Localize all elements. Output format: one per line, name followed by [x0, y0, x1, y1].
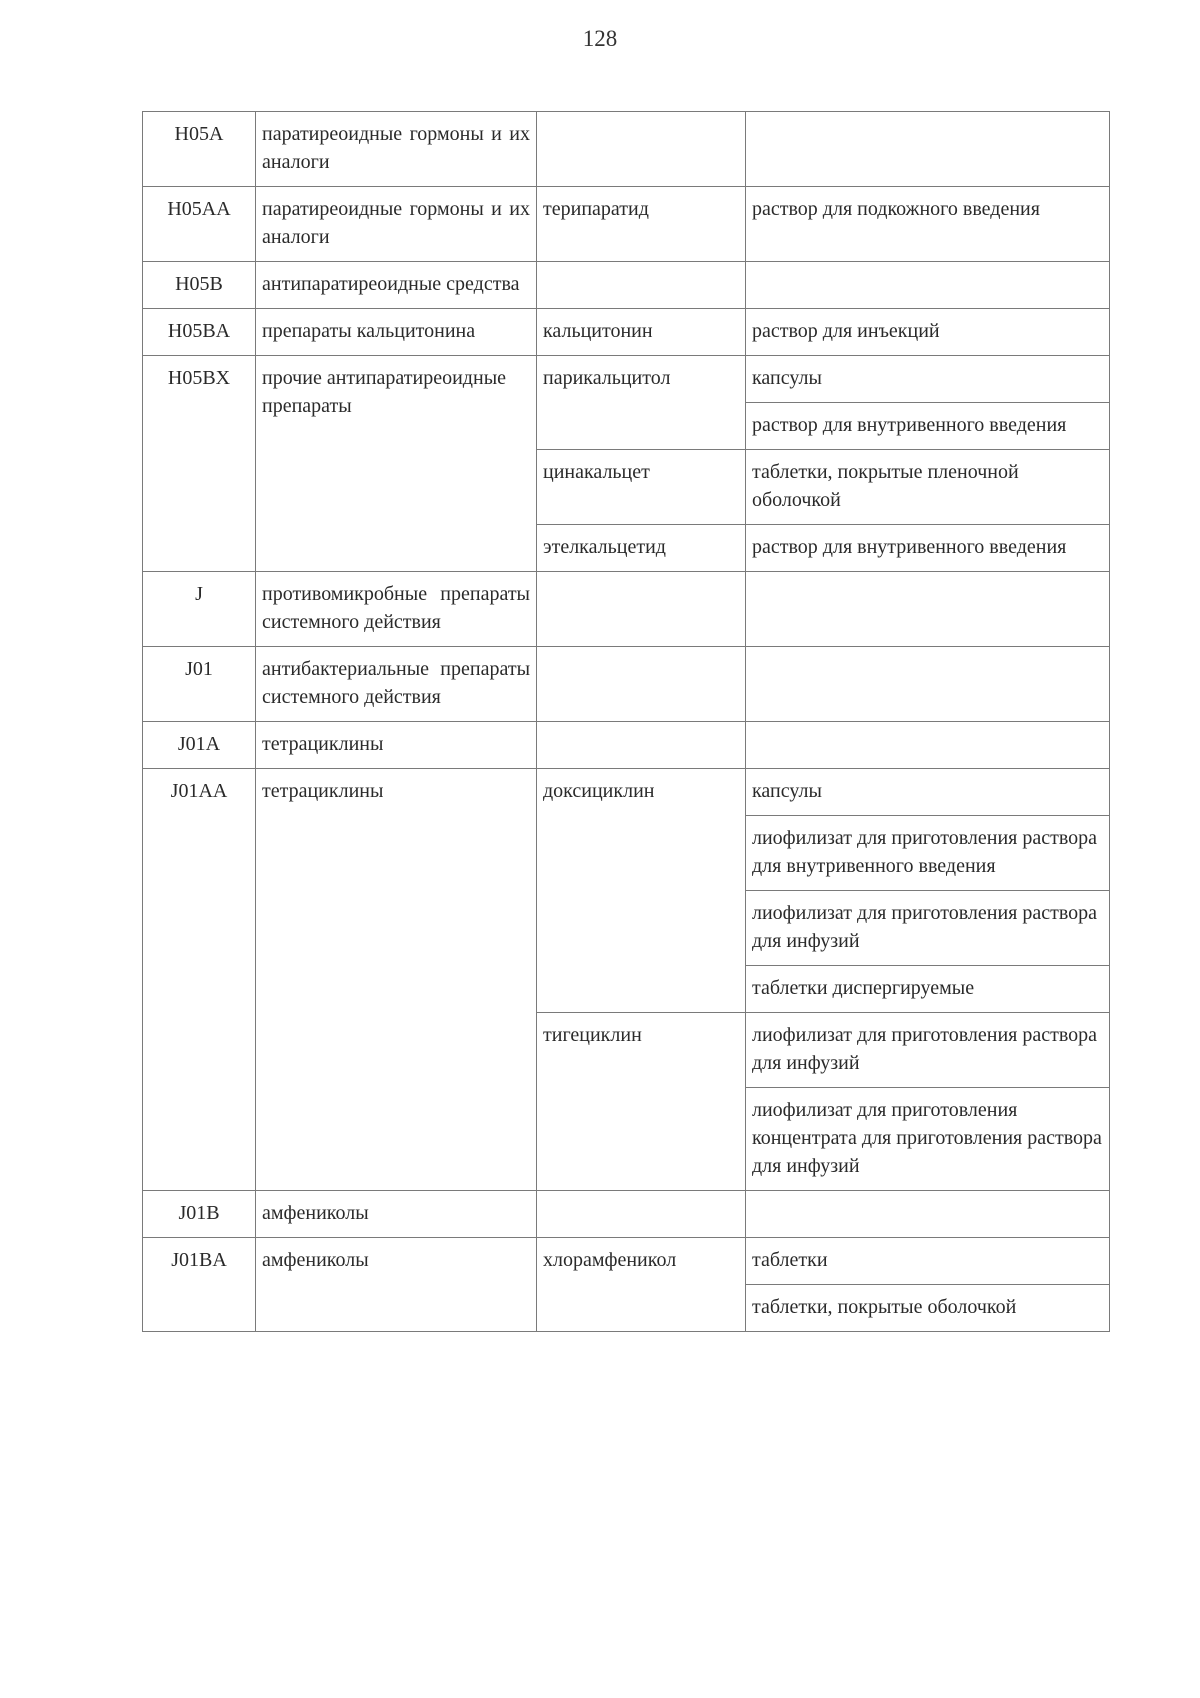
anatomical-group: антипаратиреоидные средства [256, 262, 537, 309]
atc-code: H05BX [143, 356, 256, 572]
atc-code: H05A [143, 112, 256, 187]
atc-code: J01A [143, 722, 256, 769]
dosage-form: раствор для внутривенного введения [746, 525, 1110, 572]
anatomical-group: амфениколы [256, 1191, 537, 1238]
anatomical-group: тетрациклины [256, 769, 537, 1191]
drug-name: тигециклин [537, 1013, 746, 1191]
dosage-form [746, 722, 1110, 769]
page-number: 128 [582, 26, 618, 51]
anatomical-group: паратиреоидные гормоны и их аналоги [256, 187, 537, 262]
atc-code: J01AA [143, 769, 256, 1191]
dosage-form: лиофилизат для приготовления концентрата для приготовления раствора для инфузий [746, 1088, 1110, 1191]
atc-code: H05AA [143, 187, 256, 262]
dosage-form [746, 1191, 1110, 1238]
atc-code: J [143, 572, 256, 647]
atc-code: H05B [143, 262, 256, 309]
dosage-form: капсулы [746, 356, 1110, 403]
anatomical-group: амфениколы [256, 1238, 537, 1332]
anatomical-group: антибактериальные препараты системного действия [256, 647, 537, 722]
dosage-form: таблетки, покрытые пленочной оболочкой [746, 450, 1110, 525]
table-row [143, 769, 1110, 816]
drug-name: кальцитонин [537, 309, 746, 356]
drug-name: терипаратид [537, 187, 746, 262]
drug-name: этелкальцетид [537, 525, 746, 572]
dosage-form: раствор для внутривенного введения [746, 403, 1110, 450]
dosage-form: таблетки, покрытые оболочкой [746, 1285, 1110, 1332]
table-row [143, 112, 1110, 187]
drug-name [537, 1191, 746, 1238]
table-row [143, 262, 1110, 309]
dosage-form [746, 112, 1110, 187]
dosage-form [746, 647, 1110, 722]
anatomical-group: тетрациклины [256, 722, 537, 769]
table-row [143, 647, 1110, 722]
dosage-form [746, 262, 1110, 309]
dosage-form: раствор для инъекций [746, 309, 1110, 356]
dosage-form: лиофилизат для приготовления раствора для инфузий [746, 1013, 1110, 1088]
table-row [143, 356, 1110, 403]
dosage-form: таблетки [746, 1238, 1110, 1285]
anatomical-group: паратиреоидные гормоны и их аналоги [256, 112, 537, 187]
table-row [143, 722, 1110, 769]
dosage-form: лиофилизат для приготовления раствора для внутривенного введения [746, 816, 1110, 891]
table-row [143, 187, 1110, 262]
table-row [143, 309, 1110, 356]
atc-code: J01 [143, 647, 256, 722]
dosage-form: лиофилизат для приготовления раствора для инфузий [746, 891, 1110, 966]
atc-code: J01B [143, 1191, 256, 1238]
drug-name: доксициклин [537, 769, 746, 1013]
dosage-form [746, 572, 1110, 647]
drug-name [537, 722, 746, 769]
dosage-form: таблетки диспергируемые [746, 966, 1110, 1013]
table-row [143, 1191, 1110, 1238]
atc-code: J01BA [143, 1238, 256, 1332]
drug-name [537, 262, 746, 309]
dosage-form: капсулы [746, 769, 1110, 816]
drug-name: парикальцитол [537, 356, 746, 450]
anatomical-group: противомикробные препараты системного действия [256, 572, 537, 647]
anatomical-group: препараты кальцитонина [256, 309, 537, 356]
atc-code: H05BA [143, 309, 256, 356]
drug-name: цинакальцет [537, 450, 746, 525]
drug-name [537, 112, 746, 187]
table-row [143, 572, 1110, 647]
anatomical-group: прочие антипаратиреоидные препараты [256, 356, 537, 572]
drug-name [537, 647, 746, 722]
drug-name [537, 572, 746, 647]
dosage-form: раствор для подкожного введения [746, 187, 1110, 262]
table-row [143, 1238, 1110, 1285]
drug-name: хлорамфеникол [537, 1238, 746, 1332]
atc-drug-table [142, 111, 1110, 1332]
